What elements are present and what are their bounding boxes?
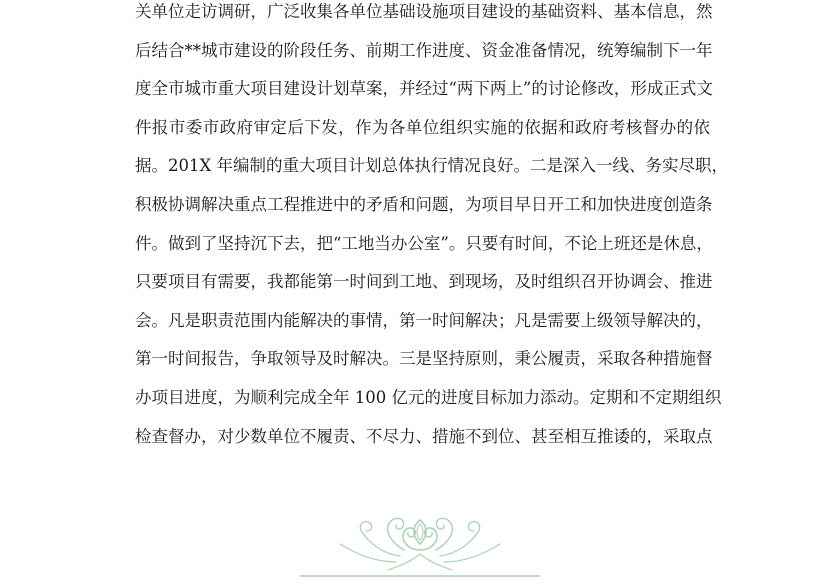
text-line: 检查督办，对少数单位不履责、不尽力、措施不到位、甚至相互推诿的，采取点 — [135, 426, 713, 446]
text-line: 后结合**城市建设的阶段任务、前期工作进度、资金准备情况，统筹编制下一年 — [135, 40, 713, 60]
text-line: 据。201X 年编制的重大项目计划总体执行情况良好。二是深入一线、务实尽职， — [135, 156, 728, 176]
text-line: 件。做到了坚持沉下去，把“工地当办公室”。只要有时间，不论上班还是休息， — [135, 233, 713, 253]
text-line: 会。凡是职责范围内能解决的事情，第一时间解决；凡是需要上级领导解决的， — [135, 310, 713, 330]
flourish-ornament-icon — [300, 510, 540, 580]
text-line: 度全市城市重大项目建设计划草案，并经过“两下两上”的讨论修改，形成正式文 — [135, 79, 713, 99]
text-line: 第一时间报告，争取领导及时解决。三是坚持原则，秉公履责，采取各种措施督 — [135, 349, 713, 369]
text-line: 关单位走访调研，广泛收集各单位基础设施项目建设的基础资料、基本信息，然 — [135, 2, 713, 21]
text-line: 办项目进度，为顺利完成全年 100 亿元的进度目标加力添动。定期和不定期组织 — [135, 387, 722, 407]
text-line: 件报市委市政府审定后下发，作为各单位组织实施的依据和政府考核督办的依 — [135, 117, 710, 137]
text-line: 只要项目有需要，我都能第一时间到工地、到现场，及时组织召开协调会、推进 — [135, 272, 713, 292]
body-text — [135, 0, 728, 456]
text-line: 积极协调解决重点工程推进中的矛盾和问题，为项目早日开工和加快进度创造条 — [135, 194, 713, 214]
